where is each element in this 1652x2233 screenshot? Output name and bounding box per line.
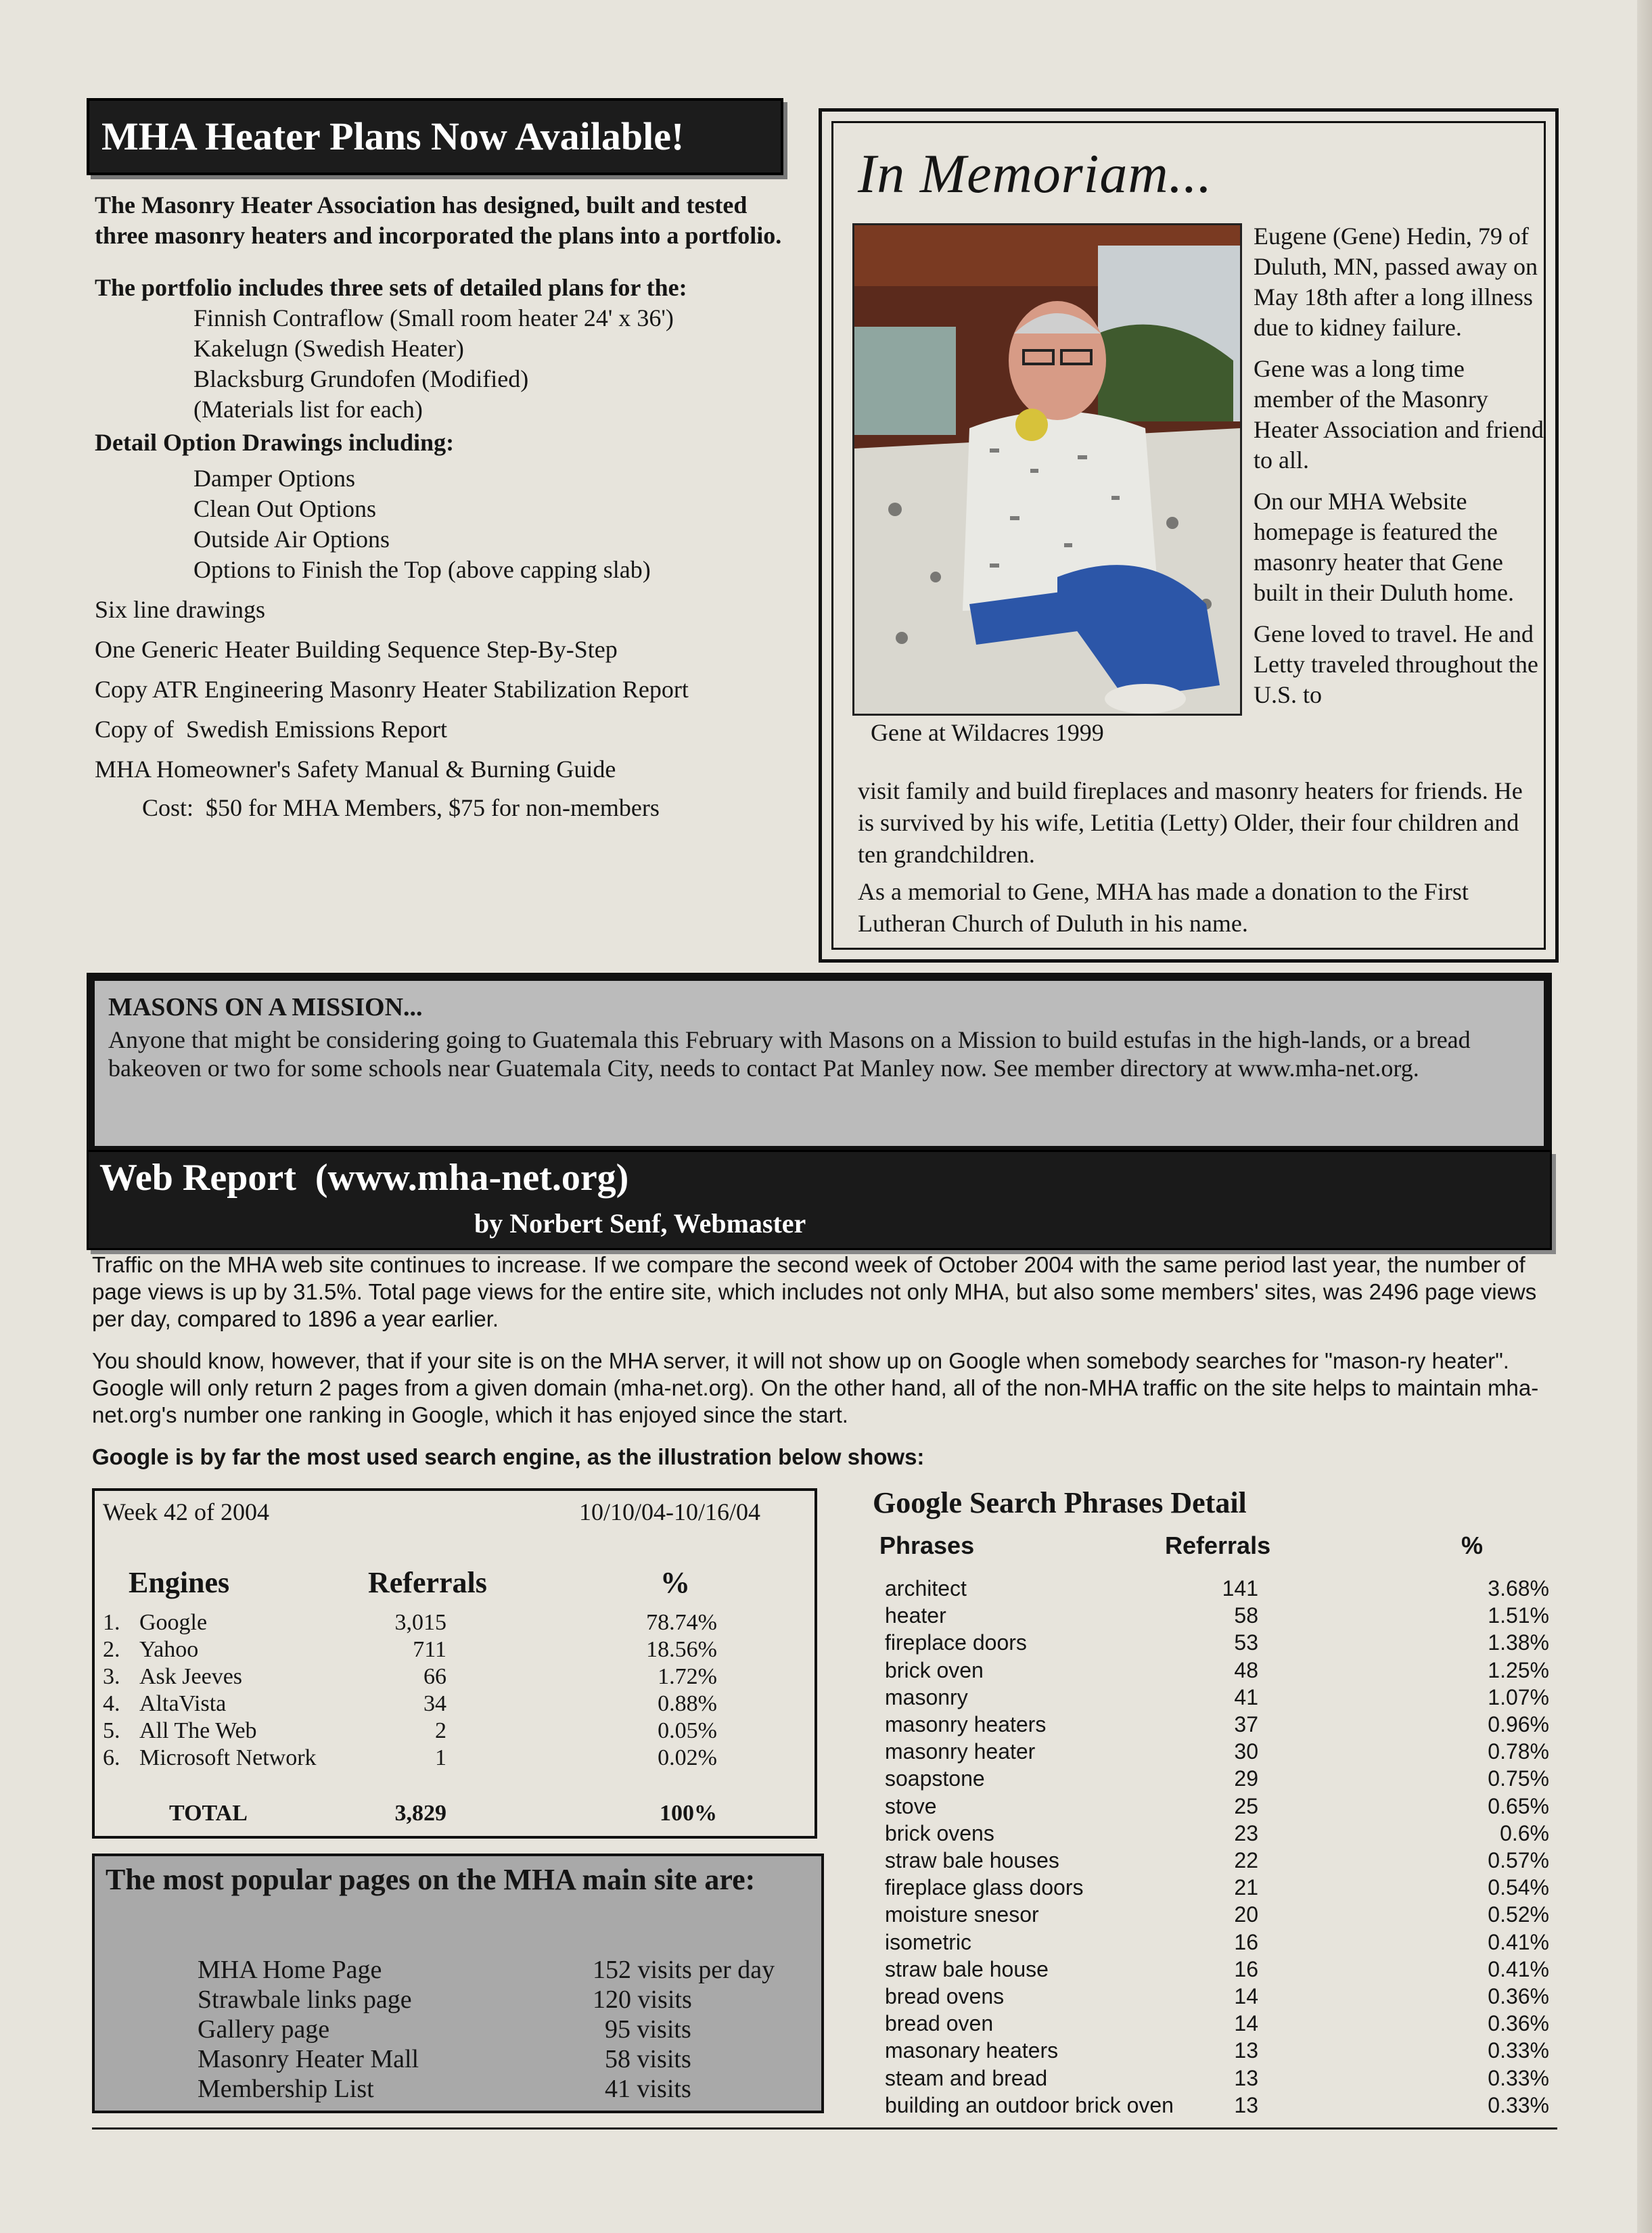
table-row bbox=[873, 1902, 1556, 1929]
popular-page-name: Membership List bbox=[198, 2075, 374, 2103]
memoriam-paragraph: Eugene (Gene) Hedin, 79 of Duluth, MN, passed away on May 18th after a long illness due to kidney failure. bbox=[1254, 223, 1538, 341]
row-number: 5. bbox=[103, 1718, 120, 1743]
phrase-text: building an outdoor brick oven bbox=[885, 2092, 1174, 2117]
table-row bbox=[95, 1664, 814, 1691]
table-row bbox=[95, 1610, 814, 1637]
phrase-percent: 1.07% bbox=[1488, 1684, 1549, 1709]
phrase-percent: 1.25% bbox=[1488, 1657, 1549, 1682]
phrase-text: fireplace doors bbox=[885, 1630, 1027, 1655]
memoriam-right-text bbox=[1254, 221, 1544, 721]
phrase-referrals: 20 bbox=[1234, 1902, 1258, 1927]
engine-percent: 1.72% bbox=[658, 1664, 717, 1689]
total-referrals: 3,829 bbox=[394, 1801, 446, 1826]
row-number: 6. bbox=[103, 1745, 120, 1770]
table-row bbox=[95, 1637, 814, 1664]
table-row bbox=[873, 1984, 1556, 2011]
referrals-header: Referrals bbox=[368, 1566, 487, 1599]
popular-title: The most popular pages on the MHA main site are: bbox=[106, 1863, 756, 1896]
masons-body: Anyone that might be considering going to Guatemala this February with Masons on a Mission to build estufas in the high-lands, or a bread bakeoven or two for some schools near Guatemala City, needs to contact Pat Manley now. See member directory at www.mha-net.org. bbox=[108, 1026, 1471, 1082]
web-report-paragraph: Traffic on the MHA web site continues to increase. If we compare the second week of October 2004 with the same period last year, the number of page views is up by 31.5%. Total page views for the entire site, which includes not only MHA, but also some members' sites, was 2496 page views per day, compared to 1896 a year earlier. bbox=[92, 1252, 1537, 1331]
masons-on-a-mission-box bbox=[87, 973, 1552, 1154]
phrases-percent-header: % bbox=[1461, 1532, 1484, 1559]
popular-page-visits: 95 visits bbox=[605, 2015, 691, 2044]
phrase-referrals: 48 bbox=[1234, 1657, 1258, 1682]
phrase-percent: 0.52% bbox=[1488, 1902, 1549, 1927]
engines-header: Engines bbox=[129, 1566, 230, 1599]
phrase-percent: 0.33% bbox=[1488, 2092, 1549, 2117]
row-number: 4. bbox=[103, 1691, 120, 1716]
engine-percent: 78.74% bbox=[646, 1610, 717, 1635]
plan-item: (Materials list for each) bbox=[193, 396, 423, 423]
phrase-percent: 1.51% bbox=[1488, 1603, 1549, 1628]
phrase-referrals: 16 bbox=[1234, 1929, 1258, 1954]
table-row bbox=[873, 1630, 1556, 1657]
detail-item: Outside Air Options bbox=[193, 526, 390, 553]
phrase-text: masonry heater bbox=[885, 1739, 1036, 1764]
phrase-text: straw bale house bbox=[885, 1956, 1049, 1981]
popular-page-visits: 120 visits bbox=[593, 1985, 692, 2014]
popular-page-visits: 152 visits per day bbox=[593, 1956, 775, 1984]
memoriam-title: In Memoriam... bbox=[858, 143, 1213, 204]
memoriam-bottom-text bbox=[858, 775, 1541, 945]
web-report-byline: by Norbert Senf, Webmaster bbox=[474, 1208, 806, 1239]
phrase-text: fireplace glass doors bbox=[885, 1875, 1084, 1900]
phrase-percent: 1.38% bbox=[1488, 1630, 1549, 1655]
table-row bbox=[873, 1658, 1556, 1685]
plans-intro: The Masonry Heater Association has designed, built and tested three masonry heaters and incorporated the plans into a portfolio. bbox=[95, 191, 782, 249]
web-report-title: Web Report (www.mha-net.org) bbox=[99, 1157, 629, 1199]
row-number: 2. bbox=[103, 1637, 120, 1662]
table-row bbox=[873, 2011, 1556, 2038]
engine-referrals: 66 bbox=[423, 1664, 446, 1689]
phrase-percent: 0.41% bbox=[1488, 1929, 1549, 1954]
phrase-text: straw bale houses bbox=[885, 1848, 1059, 1872]
phrase-referrals: 41 bbox=[1234, 1684, 1258, 1709]
table-row bbox=[873, 1712, 1556, 1739]
phrase-referrals: 14 bbox=[1234, 1984, 1258, 2008]
table-row bbox=[873, 1957, 1556, 1984]
phrase-text: bread ovens bbox=[885, 1984, 1005, 2008]
engine-referrals: 711 bbox=[413, 1637, 446, 1662]
engine-name: Google bbox=[139, 1610, 208, 1635]
table-row bbox=[873, 2038, 1556, 2065]
phrase-percent: 0.78% bbox=[1488, 1739, 1549, 1764]
phrase-referrals: 13 bbox=[1234, 2092, 1258, 2117]
phrase-referrals: 13 bbox=[1234, 2038, 1258, 2063]
table-row bbox=[873, 1930, 1556, 1957]
phrase-text: architect bbox=[885, 1576, 967, 1601]
phrase-percent: 0.65% bbox=[1488, 1793, 1549, 1818]
plan-item: Blacksburg Grundofen (Modified) bbox=[193, 365, 529, 392]
other-item: One Generic Heater Building Sequence Step-By-Step bbox=[95, 636, 618, 663]
table-row bbox=[873, 2066, 1556, 2093]
table-row bbox=[873, 1821, 1556, 1848]
engine-referrals: 1 bbox=[435, 1745, 446, 1770]
percent-header: % bbox=[660, 1566, 690, 1599]
masons-title: MASONS ON A MISSION... bbox=[108, 993, 423, 1021]
engine-name: Microsoft Network bbox=[139, 1745, 317, 1770]
gene-photo bbox=[852, 223, 1242, 716]
table-row bbox=[873, 1685, 1556, 1712]
table-row bbox=[873, 1576, 1556, 1603]
table-row bbox=[873, 1848, 1556, 1875]
total-percent: 100% bbox=[660, 1801, 717, 1826]
phrase-text: masonry bbox=[885, 1684, 968, 1709]
popular-page-visits: 41 visits bbox=[605, 2075, 691, 2103]
phrases-header: Phrases bbox=[879, 1532, 975, 1559]
web-report-header bbox=[87, 1150, 1552, 1250]
web-report-body bbox=[92, 1251, 1546, 1486]
other-item: Six line drawings bbox=[95, 596, 265, 623]
phrase-percent: 3.68% bbox=[1488, 1576, 1549, 1601]
phrase-text: brick oven bbox=[885, 1657, 984, 1682]
week-label: Week 42 of 2004 bbox=[103, 1498, 270, 1525]
phrase-text: soapstone bbox=[885, 1766, 985, 1791]
phrase-text: isometric bbox=[885, 1929, 972, 1954]
page-edge bbox=[1637, 0, 1652, 2233]
engine-percent: 0.02% bbox=[658, 1745, 717, 1770]
phrase-text: bread oven bbox=[885, 2011, 994, 2036]
date-range: 10/10/04-10/16/04 bbox=[579, 1498, 760, 1525]
row-number: 1. bbox=[103, 1610, 120, 1635]
phrase-text: brick ovens bbox=[885, 1820, 994, 1845]
table-row bbox=[95, 1745, 814, 1772]
table-row bbox=[873, 1875, 1556, 1902]
phrases-referrals-header: Referrals bbox=[1165, 1532, 1271, 1559]
popular-pages-box bbox=[92, 1854, 824, 2113]
phrase-percent: 0.33% bbox=[1488, 2038, 1549, 2063]
other-item: Copy ATR Engineering Masonry Heater Stabilization Report bbox=[95, 676, 689, 703]
phrase-referrals: 53 bbox=[1234, 1630, 1258, 1655]
detail-item: Clean Out Options bbox=[193, 495, 376, 522]
other-item: MHA Homeowner's Safety Manual & Burning Guide bbox=[95, 756, 616, 783]
phrase-text: masonary heaters bbox=[885, 2038, 1059, 2063]
total-label: TOTAL bbox=[169, 1801, 248, 1826]
table-row bbox=[873, 1794, 1556, 1821]
table-row bbox=[95, 1718, 814, 1745]
phrase-referrals: 23 bbox=[1234, 1820, 1258, 1845]
phrase-referrals: 58 bbox=[1234, 1603, 1258, 1628]
detail-item: Damper Options bbox=[193, 465, 355, 492]
web-report-paragraph: You should know, however, that if your site is on the MHA server, it will not show up on Google when somebody searches for "mason-ry heater". Google will only return 2 pages from a given domain (mha-net.org). On the other hand, all of the non-MHA traffic on the site helps to maintain mha-net.org's number one ranking in Google, which it has enjoyed since the start. bbox=[92, 1348, 1539, 1427]
plan-items-list bbox=[95, 303, 783, 425]
other-item: Copy of Swedish Emissions Report bbox=[95, 716, 448, 743]
bottom-rule bbox=[92, 2127, 1557, 2130]
phrase-referrals: 22 bbox=[1234, 1848, 1258, 1872]
engine-percent: 18.56% bbox=[646, 1637, 717, 1662]
table-row bbox=[873, 1766, 1556, 1793]
row-number: 3. bbox=[103, 1664, 120, 1689]
plans-cost: Cost: $50 for MHA Members, $75 for non-members bbox=[142, 794, 660, 821]
popular-page-name: MHA Home Page bbox=[198, 1956, 382, 1984]
plan-item: Kakelugn (Swedish Heater) bbox=[193, 335, 464, 362]
phrase-referrals: 16 bbox=[1234, 1956, 1258, 1981]
table-row bbox=[95, 1691, 814, 1718]
plan-item: Finnish Contraflow (Small room heater 24' x 36') bbox=[193, 304, 674, 331]
engine-name: All The Web bbox=[139, 1718, 257, 1743]
phrase-percent: 0.36% bbox=[1488, 1984, 1549, 2008]
memoriam-paragraph: Gene was a long time member of the Masonry Heater Association and friend to all. bbox=[1254, 355, 1544, 474]
phrase-referrals: 25 bbox=[1234, 1793, 1258, 1818]
table-row bbox=[873, 1739, 1556, 1766]
phrase-percent: 0.33% bbox=[1488, 2065, 1549, 2090]
memoriam-paragraph: As a memorial to Gene, MHA has made a donation to the First Lutheran Church of Duluth in his name. bbox=[858, 878, 1469, 937]
detail-items-list bbox=[95, 463, 783, 585]
phrase-percent: 0.36% bbox=[1488, 2011, 1549, 2036]
photo-illustration bbox=[854, 225, 1240, 714]
phrase-percent: 0.57% bbox=[1488, 1848, 1549, 1872]
popular-page-name: Gallery page bbox=[198, 2015, 330, 2044]
popular-page-name: Masonry Heater Mall bbox=[198, 2045, 419, 2073]
phrase-referrals: 21 bbox=[1234, 1875, 1258, 1900]
popular-page-visits: 58 visits bbox=[605, 2045, 691, 2073]
engine-referrals: 34 bbox=[423, 1691, 446, 1716]
search-phrases-table bbox=[873, 1481, 1556, 2124]
engine-name: Yahoo bbox=[139, 1637, 199, 1662]
memoriam-paragraph: On our MHA Website homepage is featured the masonry heater that Gene built in their Duluth home. bbox=[1254, 488, 1514, 606]
heater-plans-title: MHA Heater Plans Now Available! bbox=[87, 98, 783, 175]
engine-name: AltaVista bbox=[139, 1691, 227, 1716]
phrase-referrals: 37 bbox=[1234, 1712, 1258, 1736]
phrase-percent: 0.41% bbox=[1488, 1956, 1549, 1981]
phrase-text: stove bbox=[885, 1793, 937, 1818]
phrase-referrals: 13 bbox=[1234, 2065, 1258, 2090]
engine-name: Ask Jeeves bbox=[139, 1664, 243, 1689]
phrase-referrals: 29 bbox=[1234, 1766, 1258, 1791]
memoriam-paragraph: Gene loved to travel. He and Letty traveled throughout the U.S. to bbox=[1254, 620, 1538, 708]
phrase-percent: 0.6% bbox=[1500, 1820, 1549, 1845]
phrase-text: heater bbox=[885, 1603, 946, 1628]
phrase-referrals: 141 bbox=[1222, 1576, 1258, 1601]
plans-portfolio-intro: The portfolio includes three sets of detailed plans for the: bbox=[95, 274, 687, 301]
phrase-text: steam and bread bbox=[885, 2065, 1048, 2090]
popular-page-name: Strawbale links page bbox=[198, 1985, 412, 2014]
detail-heading: Detail Option Drawings including: bbox=[95, 429, 455, 456]
phrase-percent: 0.96% bbox=[1488, 1712, 1549, 1736]
engine-referrals: 3,015 bbox=[394, 1610, 446, 1635]
heater-plans-section bbox=[87, 98, 783, 823]
phrases-title: Google Search Phrases Detail bbox=[873, 1486, 1247, 1519]
search-engines-table bbox=[92, 1488, 817, 1839]
table-row bbox=[873, 2093, 1556, 2120]
phrase-referrals: 30 bbox=[1234, 1739, 1258, 1764]
table-row bbox=[873, 1603, 1556, 1630]
phrase-percent: 0.54% bbox=[1488, 1875, 1549, 1900]
phrase-text: masonry heaters bbox=[885, 1712, 1047, 1736]
web-report-lead: Google is by far the most used search engine, as the illustration below shows: bbox=[92, 1444, 925, 1469]
phrase-referrals: 14 bbox=[1234, 2011, 1258, 2036]
phrase-percent: 0.75% bbox=[1488, 1766, 1549, 1791]
memoriam-box bbox=[819, 108, 1559, 963]
engine-percent: 0.05% bbox=[658, 1718, 717, 1743]
phrase-text: moisture snesor bbox=[885, 1902, 1039, 1927]
engine-percent: 0.88% bbox=[658, 1691, 717, 1716]
engine-referrals: 2 bbox=[435, 1718, 446, 1743]
detail-item: Options to Finish the Top (above capping slab) bbox=[193, 556, 651, 583]
photo-caption: Gene at Wildacres 1999 bbox=[871, 719, 1104, 746]
memoriam-paragraph: visit family and build fireplaces and masonry heaters for friends. He is survived by his wife, Letitia (Letty) Older, their four children and ten grandchildren. bbox=[858, 777, 1523, 868]
